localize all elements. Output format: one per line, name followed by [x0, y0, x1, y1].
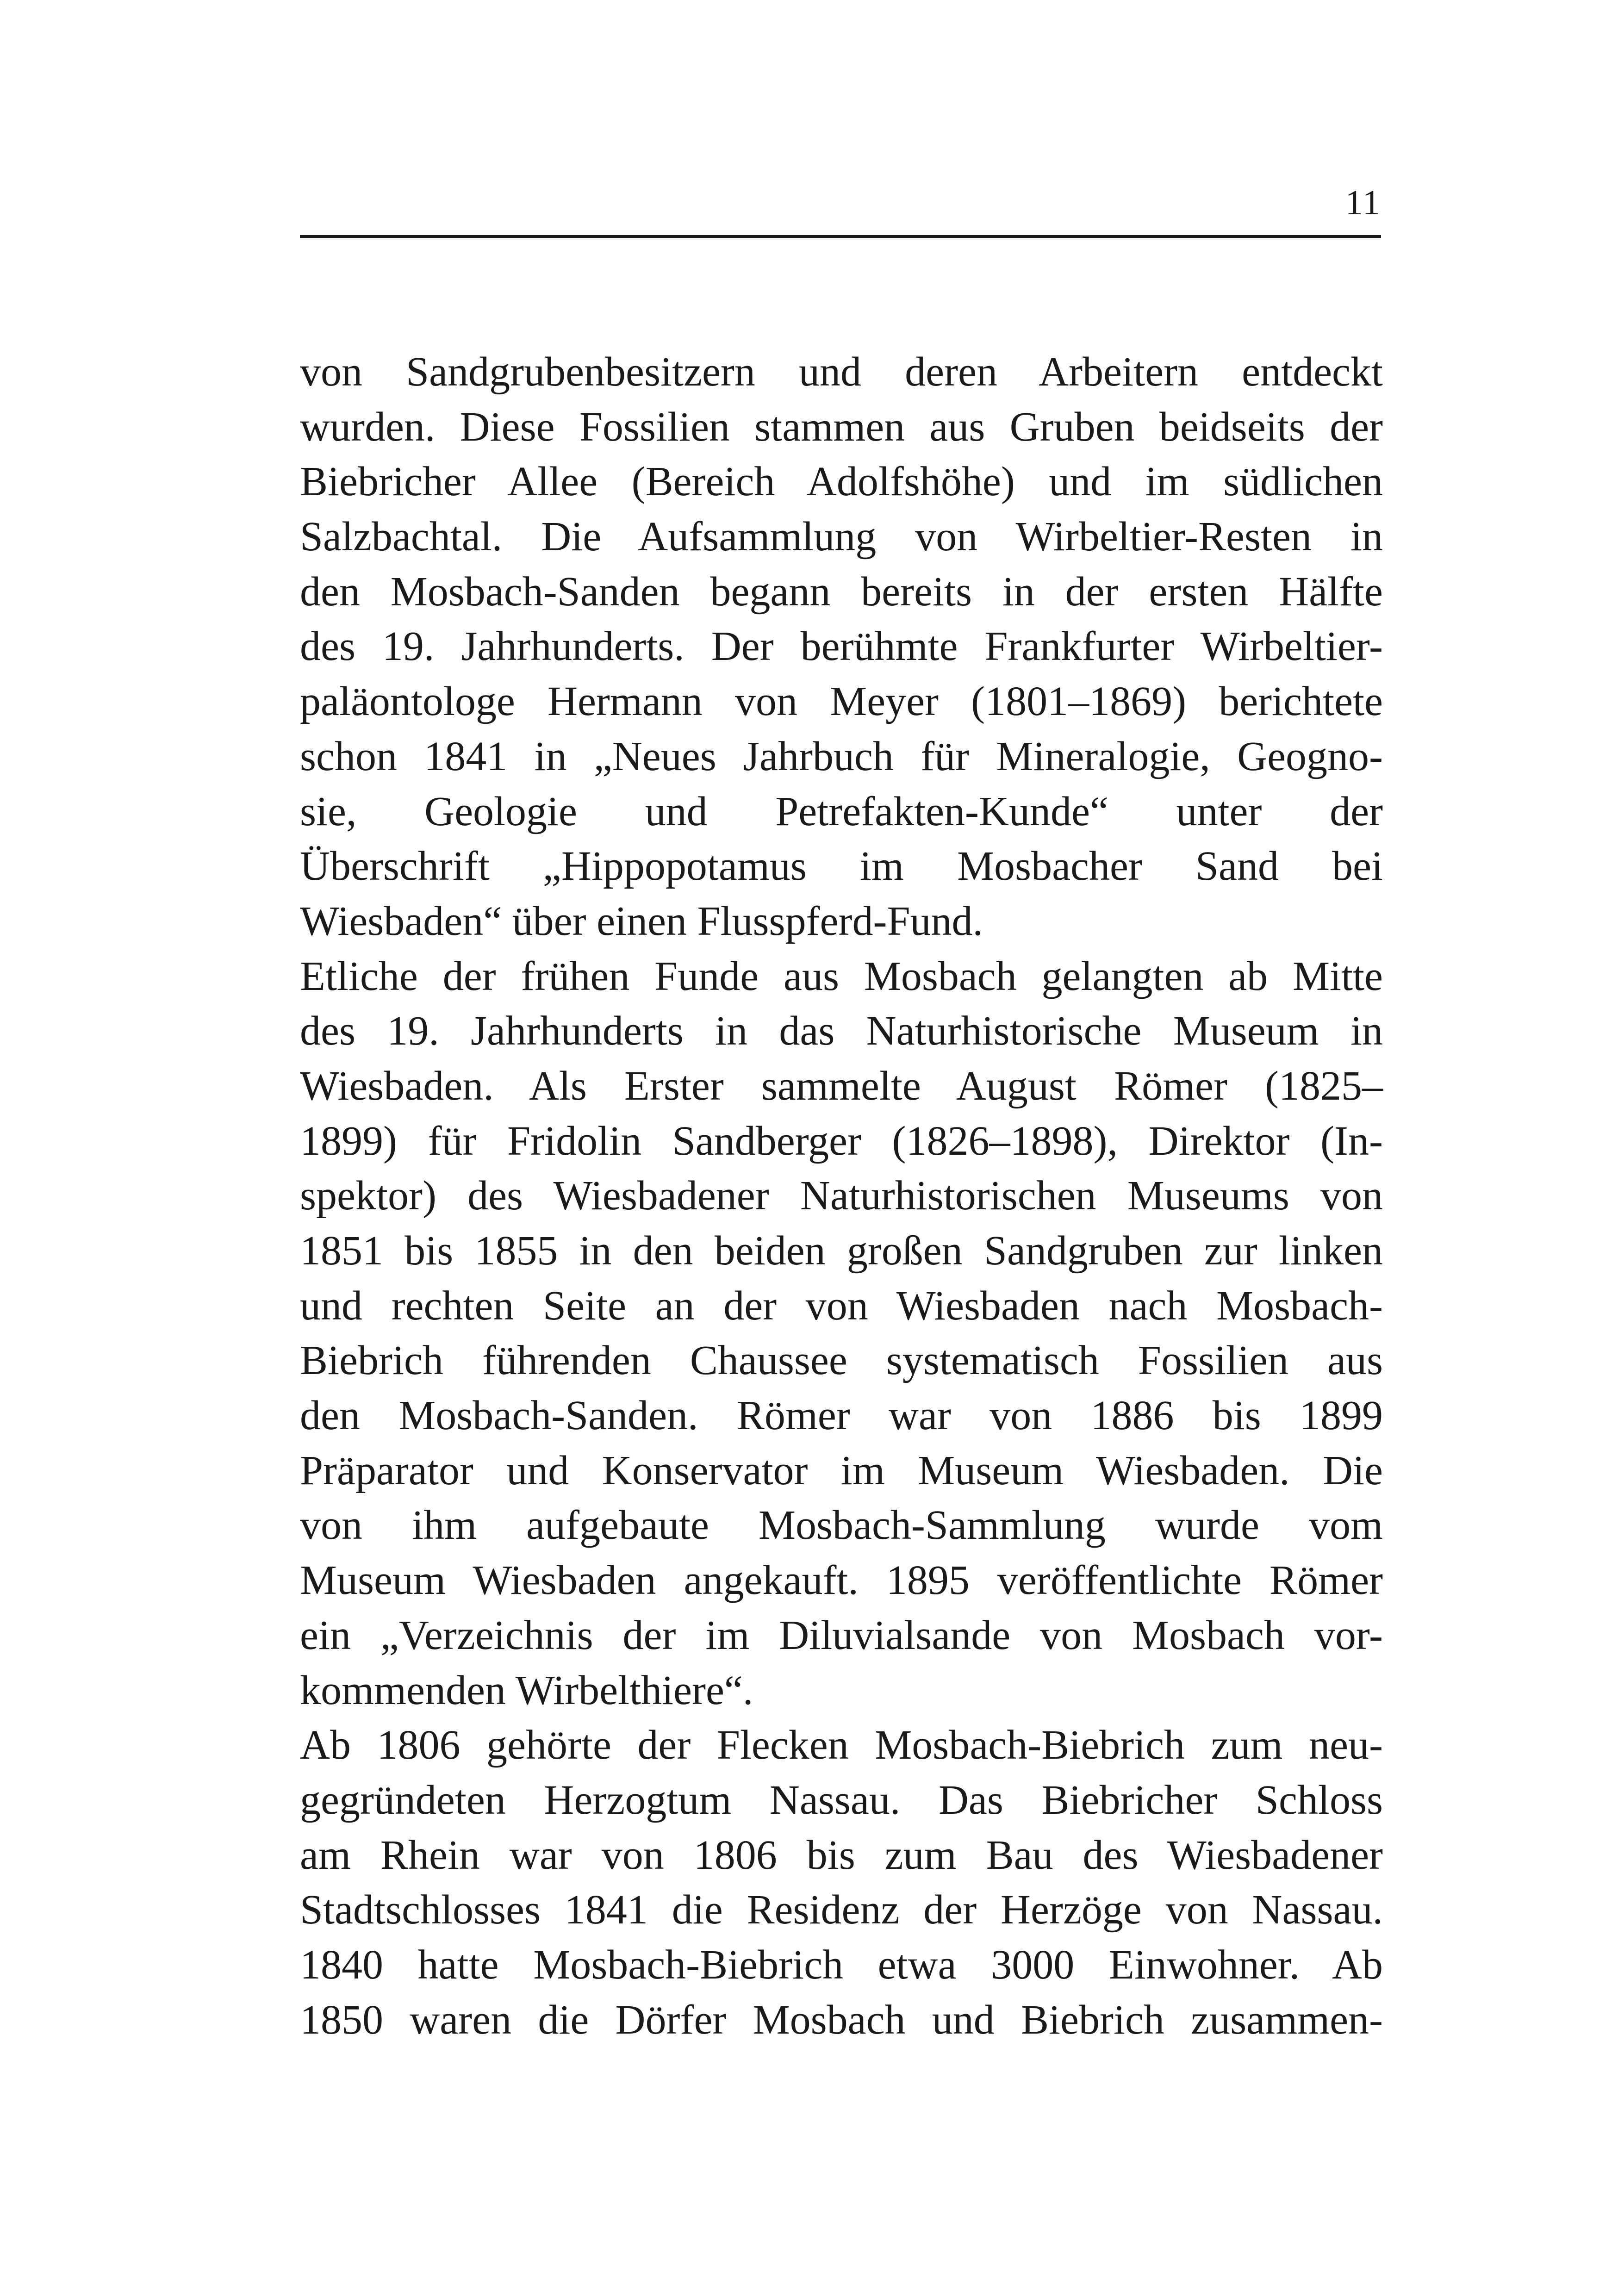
- text-line: den Mosbach-Sanden. Römer war von 1886 bis 1899: [300, 1393, 1383, 1439]
- text-line: 1899) für Fridolin Sandberger (1826–1898), Direktor (In-: [300, 1118, 1383, 1164]
- text-line: ein „Verzeichnis der im Diluvialsande von Mosbach vor-: [300, 1612, 1383, 1658]
- text-line: von Sandgrubenbesitzern und deren Arbeitern entdeckt: [300, 349, 1383, 395]
- text-line: Wiesbaden. Als Erster sammelte August Römer (1825–: [300, 1063, 1383, 1109]
- text-line: Wiesbaden“ über einen Flusspferd-Fund.: [300, 898, 983, 944]
- text-line: gegründeten Herzogtum Nassau. Das Biebricher Schloss: [300, 1777, 1383, 1823]
- page-number: 11: [1345, 183, 1381, 222]
- text-line: spektor) des Wiesbadener Naturhistorischen Museums von: [300, 1173, 1383, 1219]
- text-line: von ihm aufgebaute Mosbach-Sammlung wurde vom: [300, 1502, 1383, 1549]
- text-line: wurden. Diese Fossilien stammen aus Gruben beidseits der: [300, 404, 1383, 450]
- body-text: [300, 345, 1383, 2047]
- text-line: Stadtschlosses 1841 die Residenz der Herzöge von Nassau.: [300, 1887, 1383, 1933]
- text-line: paläontologe Hermann von Meyer (1801–1869) berichtete: [300, 678, 1383, 725]
- text-line: sie, Geologie und Petrefakten-Kunde“ unter der: [300, 788, 1383, 834]
- text-line: Ab 1806 gehörte der Flecken Mosbach-Biebrich zum neu-: [300, 1722, 1383, 1768]
- text-line: 1851 bis 1855 in den beiden großen Sandgruben zur linken: [300, 1228, 1383, 1274]
- text-line: Etliche der frühen Funde aus Mosbach gelangten ab Mitte: [300, 953, 1383, 999]
- text-line: des 19. Jahrhunderts. Der berühmte Frankfurter Wirbeltier-: [300, 623, 1383, 670]
- header-rule: [300, 235, 1381, 238]
- text-line: am Rhein war von 1806 bis zum Bau des Wiesbadener: [300, 1832, 1383, 1878]
- text-line: Präparator und Konservator im Museum Wiesbaden. Die: [300, 1447, 1383, 1493]
- text-line: 1840 hatte Mosbach-Biebrich etwa 3000 Einwohner. Ab: [300, 1941, 1383, 1988]
- text-line: Biebricher Allee (Bereich Adolfshöhe) und im südlichen: [300, 459, 1383, 505]
- text-line: Überschrift „Hippopotamus im Mosbacher Sand bei: [300, 843, 1383, 890]
- text-line: und rechten Seite an der von Wiesbaden nach Mosbach-: [300, 1282, 1383, 1329]
- text-line: den Mosbach-Sanden begann bereits in der ersten Hälfte: [300, 568, 1383, 615]
- text-line: Biebrich führenden Chaussee systematisch Fossilien aus: [300, 1338, 1383, 1384]
- text-line: schon 1841 in „Neues Jahrbuch für Mineralogie, Geogno-: [300, 733, 1383, 779]
- text-line: 1850 waren die Dörfer Mosbach und Biebrich zusammen-: [300, 1997, 1383, 2043]
- text-line: kommenden Wirbelthiere“.: [300, 1667, 753, 1713]
- text-line: Salzbachtal. Die Aufsammlung von Wirbeltier-Resten in: [300, 514, 1383, 560]
- text-line: des 19. Jahrhunderts in das Naturhistorische Museum in: [300, 1008, 1383, 1054]
- text-line: Museum Wiesbaden angekauft. 1895 veröffentlichte Römer: [300, 1557, 1383, 1604]
